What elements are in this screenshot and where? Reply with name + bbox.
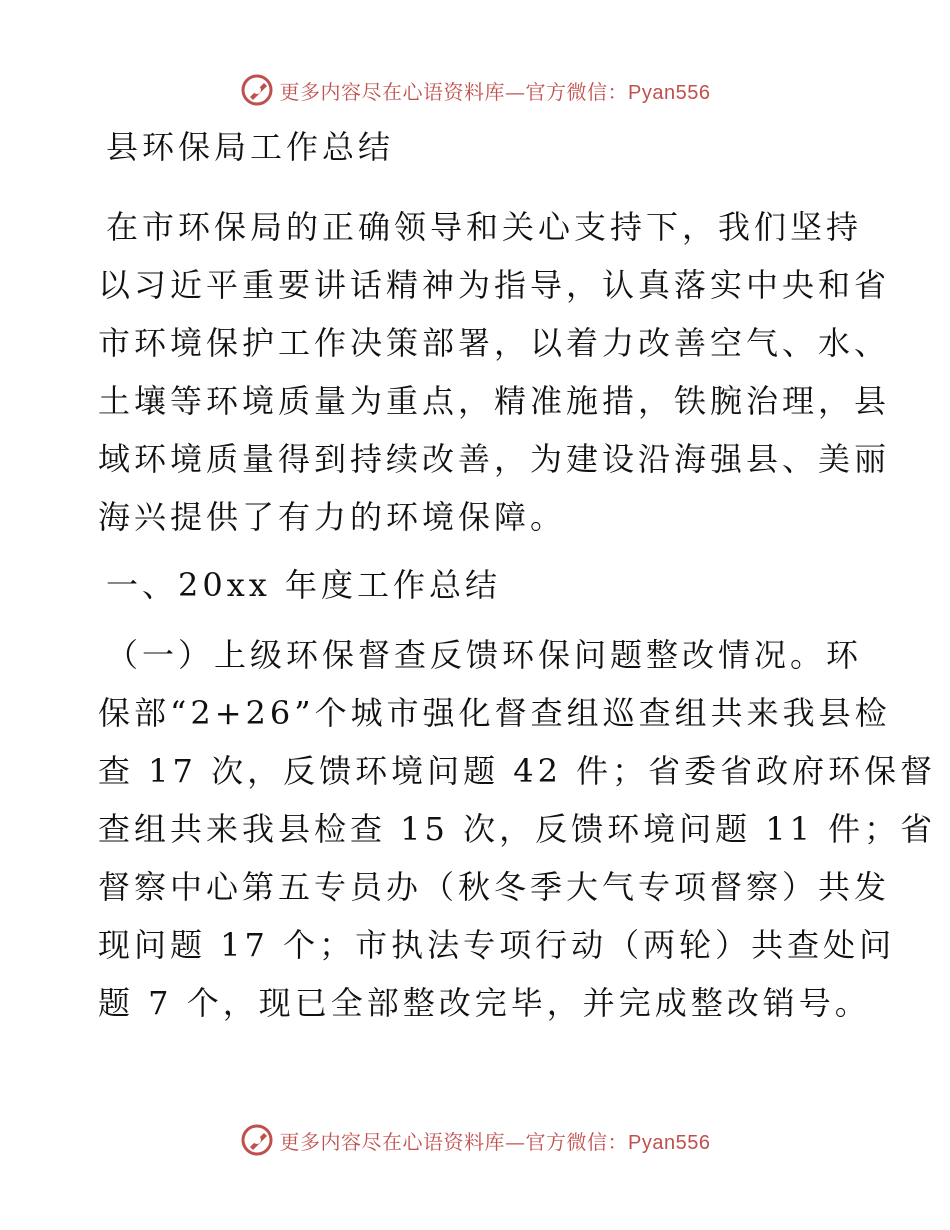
paragraph-line: 现问题 17 个；市执法专项行动（两轮）共查处问 — [98, 926, 896, 964]
paragraph-line: 海兴提供了有力的环境保障。 — [98, 498, 567, 536]
intro-paragraph — [98, 198, 891, 546]
paragraph-line: 查 17 次，反馈环境问题 42 件；省委省政府环保督 — [98, 752, 937, 790]
banner-text: 更多内容尽在心语资料库—官方微信：Pyan556 — [279, 79, 711, 104]
paragraph-line: 题 7 个，现已全部整改完毕，并完成整改销号。 — [98, 984, 871, 1022]
paragraph-line: 以习近平重要讲话精神为指导，认真落实中央和省 — [98, 266, 891, 304]
document-body — [98, 118, 937, 1032]
banner-wechat-id: Pyan556 — [628, 1131, 711, 1154]
paragraph-line: 督察中心第五专员办（秋冬季大气专项督察）共发 — [98, 868, 891, 906]
paragraph-line: 查组共来我县检查 15 次，反馈环境问题 11 件；省 — [98, 810, 937, 848]
page-title: 县环保局工作总结 — [106, 128, 395, 166]
paragraph-line: （一）上级环保督查反馈环保问题整改情况。环 — [106, 636, 863, 674]
paragraph-line: 域环境质量得到持续改善，为建设沿海强县、美丽 — [98, 440, 891, 478]
paragraph-line: 保部“2+26”个城市强化督查组巡查组共来我县检 — [98, 694, 891, 732]
subsection-paragraph — [98, 626, 937, 1032]
paragraph-line: 在市环保局的正确领导和关心支持下，我们坚持 — [106, 208, 863, 246]
pen-logo-icon — [240, 1123, 274, 1157]
paragraph-line: 市环境保护工作决策部署，以着力改善空气、水、 — [98, 324, 891, 362]
paragraph-line: 土壤等环境质量为重点，精准施措，铁腕治理，县 — [98, 382, 891, 420]
banner-text: 更多内容尽在心语资料库—官方微信：Pyan556 — [279, 1129, 711, 1154]
footer-banner — [0, 1120, 950, 1160]
pen-logo-icon — [240, 73, 274, 107]
banner-wechat-id: Pyan556 — [628, 81, 711, 104]
section-heading: 一、20xx 年度工作总结 — [106, 566, 501, 604]
header-banner — [0, 70, 950, 110]
